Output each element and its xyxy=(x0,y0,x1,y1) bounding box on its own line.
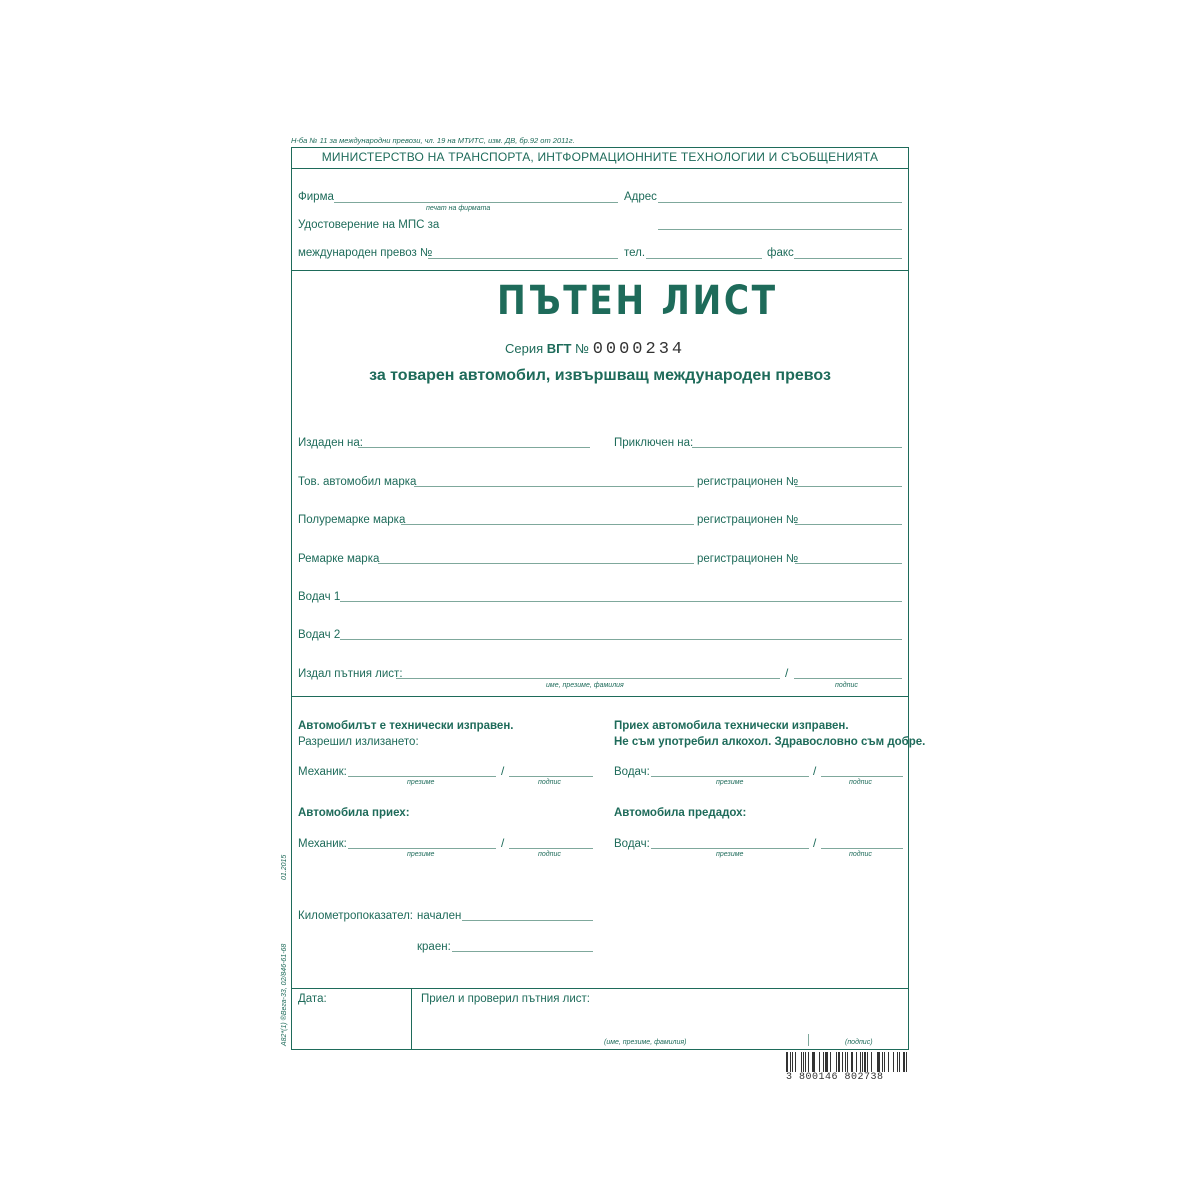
driver-accept-signature-field[interactable] xyxy=(821,776,903,777)
barcode-bar xyxy=(856,1052,857,1072)
tel-field[interactable] xyxy=(646,258,762,259)
barcode-bar xyxy=(847,1052,848,1072)
received-checked-label: Приел и проверил пътния лист: xyxy=(421,993,590,1005)
trailer-make-label: Ремарке марка xyxy=(298,553,380,565)
footer-name-hint: (име, презиме, фамилия) xyxy=(604,1039,687,1046)
mechanic-label-1: Механик: xyxy=(298,766,347,778)
signature-hint: подпис xyxy=(849,779,872,786)
issued-on-label: Издаден на: xyxy=(298,437,363,449)
barcode-bar xyxy=(823,1052,824,1072)
divider xyxy=(291,270,909,271)
barcode-bar xyxy=(801,1052,802,1072)
barcode-bar xyxy=(864,1052,866,1072)
issued-on-field[interactable] xyxy=(358,447,590,448)
address-field[interactable] xyxy=(658,202,902,203)
driver-accept-name-field[interactable] xyxy=(651,776,809,777)
barcode-bar xyxy=(882,1052,883,1072)
odometer-label: Километропоказател: xyxy=(298,910,413,922)
divider xyxy=(291,168,909,169)
truck-make-field[interactable] xyxy=(414,486,694,487)
driver-accept-heading-2: Не съм употребил алкохол. Здравословно съм добре. xyxy=(614,736,926,748)
barcode-bar xyxy=(795,1052,796,1072)
trailer-make-field[interactable] xyxy=(378,563,694,564)
signature-hint: подпис xyxy=(538,779,561,786)
barcode-bar xyxy=(897,1052,898,1072)
barcode-bar xyxy=(838,1052,840,1072)
tel-label: тел. xyxy=(624,247,646,259)
barcode-bar xyxy=(786,1052,788,1072)
slash: / xyxy=(813,836,817,850)
barcode-bar xyxy=(893,1052,894,1072)
driver-accept-heading-1: Приех автомобила технически изправен. xyxy=(614,720,849,732)
surname-hint: презиме xyxy=(407,851,435,858)
slash: / xyxy=(813,764,817,778)
driver-handover-name-field[interactable] xyxy=(651,848,809,849)
barcode-bar xyxy=(830,1052,831,1072)
certificate-label-2: международен превоз № xyxy=(298,247,433,259)
footer-hint-separator xyxy=(808,1034,809,1046)
semitrailer-reg-field[interactable] xyxy=(795,524,902,525)
truck-make-label: Тов. автомобил марка xyxy=(298,476,417,488)
driver2-label: Водач 2 xyxy=(298,629,341,641)
semitrailer-make-label: Полуремарке марка xyxy=(298,514,406,526)
barcode xyxy=(786,1052,910,1086)
barcode-bar xyxy=(803,1052,804,1072)
series-code: ВГТ xyxy=(546,341,572,356)
barcode-bar xyxy=(899,1052,900,1072)
slash: / xyxy=(785,666,789,680)
series-line xyxy=(505,340,685,359)
completed-on-field[interactable] xyxy=(692,447,902,448)
issued-by-signature-field[interactable] xyxy=(794,678,902,679)
tech-ok-heading: Автомобилът е технически изправен. xyxy=(298,720,514,732)
semitrailer-reg-label: регистрационен № xyxy=(697,514,799,526)
barcode-bar xyxy=(842,1052,843,1072)
certificate-label-1: Удостоверение на МПС за xyxy=(298,219,440,231)
barcode-bar xyxy=(827,1052,828,1072)
fax-field[interactable] xyxy=(794,258,902,259)
driver2-field[interactable] xyxy=(340,639,902,640)
barcode-bar xyxy=(871,1052,872,1072)
barcode-bar xyxy=(888,1052,889,1072)
certificate-number-field[interactable] xyxy=(428,258,618,259)
address-label: Адрес xyxy=(624,191,657,203)
stamp-hint: печат на фирмата xyxy=(426,205,491,212)
mechanic-1-name-field[interactable] xyxy=(348,776,496,777)
signature-hint: подпис xyxy=(538,851,561,858)
driver1-label: Водач 1 xyxy=(298,591,341,603)
slash: / xyxy=(501,836,505,850)
trailer-reg-field[interactable] xyxy=(795,563,902,564)
barcode-bar xyxy=(814,1052,815,1072)
surname-hint: презиме xyxy=(716,851,744,858)
issued-by-name-field[interactable] xyxy=(396,678,780,679)
date-label: Дата: xyxy=(298,993,327,1005)
divider xyxy=(291,696,909,697)
mechanic-1-signature-field[interactable] xyxy=(509,776,593,777)
odometer-start-label: начален xyxy=(417,910,462,922)
truck-reg-field[interactable] xyxy=(795,486,902,487)
driver1-field[interactable] xyxy=(340,601,902,602)
permitted-exit-label: Разрешил излизането: xyxy=(298,736,419,748)
footer-column-divider xyxy=(411,988,412,1050)
barcode-bar xyxy=(903,1052,905,1072)
barcode-bar xyxy=(906,1052,907,1072)
ministry-header: МИНИСТЕРСТВО НА ТРАНСПОРТА, ИНТФОРМАЦИОННИТЕ ТЕХНОЛОГИИ И СЪОБЩЕНИЯТА xyxy=(321,150,879,164)
mechanic-2-signature-field[interactable] xyxy=(509,848,593,849)
mechanic-label-2: Механик: xyxy=(298,838,347,850)
document-subtitle: за товарен автомобил, извършващ международен превоз xyxy=(369,367,831,384)
issued-by-label: Издал пътния лист: xyxy=(298,668,403,680)
slash: / xyxy=(501,764,505,778)
footer-signature-hint: (подпис) xyxy=(845,1039,873,1046)
date-code-note: 01.2015 xyxy=(281,854,288,880)
truck-reg-label: регистрационен № xyxy=(697,476,799,488)
barcode-bar xyxy=(867,1052,868,1072)
barcode-bar xyxy=(845,1052,846,1072)
completed-on-label: Приключен на: xyxy=(614,437,694,449)
surname-hint: презиме xyxy=(716,779,744,786)
surname-hint: презиме xyxy=(407,779,435,786)
series-number-sign: № xyxy=(575,341,590,356)
firm-label: Фирма xyxy=(298,191,334,203)
barcode-bar xyxy=(860,1052,861,1072)
odometer-start-field[interactable] xyxy=(462,920,593,921)
barcode-bar xyxy=(862,1052,863,1072)
barcode-bar xyxy=(836,1052,837,1072)
issued-by-signature-hint: подпис xyxy=(835,682,858,689)
driver-handover-signature-field[interactable] xyxy=(821,848,903,849)
barcode-bar xyxy=(792,1052,793,1072)
barcode-digits: 3 800146 802738 xyxy=(786,1072,884,1083)
signature-hint: подпис xyxy=(849,851,872,858)
series-number: 0000234 xyxy=(592,340,686,359)
barcode-bar xyxy=(819,1052,820,1072)
driver-label-2: Водач: xyxy=(614,838,650,850)
mechanic-2-name-field[interactable] xyxy=(348,848,496,849)
divider xyxy=(291,988,909,989)
printer-note: А82*(1) ®Вега-33, 02/846-61-68 xyxy=(281,943,288,1046)
barcode-bar xyxy=(790,1052,791,1072)
barcode-bar xyxy=(805,1052,806,1072)
firm-field[interactable] xyxy=(334,202,618,203)
vehicle-received-heading: Автомобила приех: xyxy=(298,807,410,819)
legal-note: Н-ба № 11 за международни превози, чл. 19 на МТИТС, изм. ДВ, бр.92 от 2011г. xyxy=(291,136,575,145)
barcode-bar xyxy=(884,1052,885,1072)
fax-label: факс xyxy=(767,247,794,259)
driver-label-1: Водач: xyxy=(614,766,650,778)
series-label: Серия xyxy=(505,341,544,356)
odometer-end-label: краен: xyxy=(417,941,451,953)
vehicle-handed-heading: Автомобила предадох: xyxy=(614,807,747,819)
document-title: ПЪТЕН ЛИСТ xyxy=(497,278,778,324)
issued-by-name-hint: име, презиме, фамилия xyxy=(546,682,624,689)
semitrailer-make-field[interactable] xyxy=(401,524,694,525)
address-field-2[interactable] xyxy=(658,229,902,230)
barcode-bar xyxy=(808,1052,809,1072)
barcode-bar xyxy=(851,1052,853,1072)
trailer-reg-label: регистрационен № xyxy=(697,553,799,565)
barcode-bar xyxy=(879,1052,880,1072)
odometer-end-field[interactable] xyxy=(452,951,593,952)
